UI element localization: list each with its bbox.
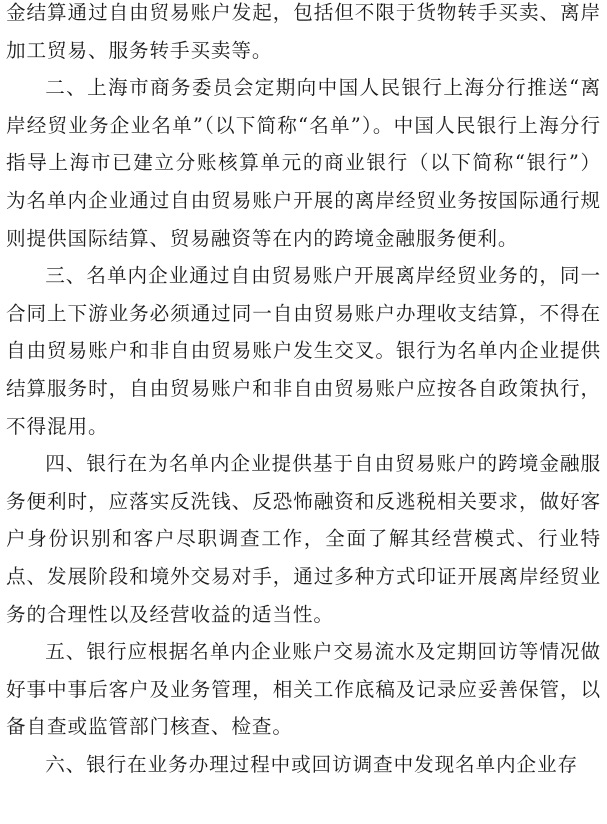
paragraph-continuation: 金结算通过自由贸易账户发起，包括但不限于货物转手买卖、离岸加工贸易、服务转手买卖等。 xyxy=(6,1,601,62)
paragraph-item-3: 三、名单内企业通过自由贸易账户开展离岸经贸业务的，同一合同上下游业务必须通过同一自由贸易账户办理收支结算，不得在自由贸易账户和非自由贸易账户发生交叉。银行为名单内企业提供结算服务时，自由贸易账户和非自由贸易账户应按各自政策执行，不得混用。 xyxy=(6,264,601,438)
paragraph-item-2: 二、上海市商务委员会定期向中国人民银行上海分行推送“离岸经贸业务企业名单”（以下简称“名单”）。中国人民银行上海分行指导上海市已建立分账核算单元的商业银行（以下简称“银行”）为名单内企业通过自由贸易账户开展的离岸经贸业务按国际通行规则提供国际结算、贸易融资等在内的跨境金融服务便利。 xyxy=(6,76,601,250)
paragraph-item-4: 四、银行在为名单内企业提供基于自由贸易账户的跨境金融服务便利时，应落实反洗钱、反恐怖融资和反逃税相关要求，做好客户身份识别和客户尽职调查工作，全面了解其经营模式、行业特点、发展阶段和境外交易对手，通过多种方式印证开展离岸经贸业务的合理性以及经营收益的适当性。 xyxy=(6,452,601,626)
paragraph-item-6: 六、银行在业务办理过程中或回访调查中发现名单内企业存 xyxy=(45,752,579,776)
paragraph-item-5: 五、银行应根据名单内企业账户交易流水及定期回访等情况做好事中事后客户及业务管理，相关工作底稿及记录应妥善保管，以备自查或监管部门核查、检查。 xyxy=(6,640,601,739)
